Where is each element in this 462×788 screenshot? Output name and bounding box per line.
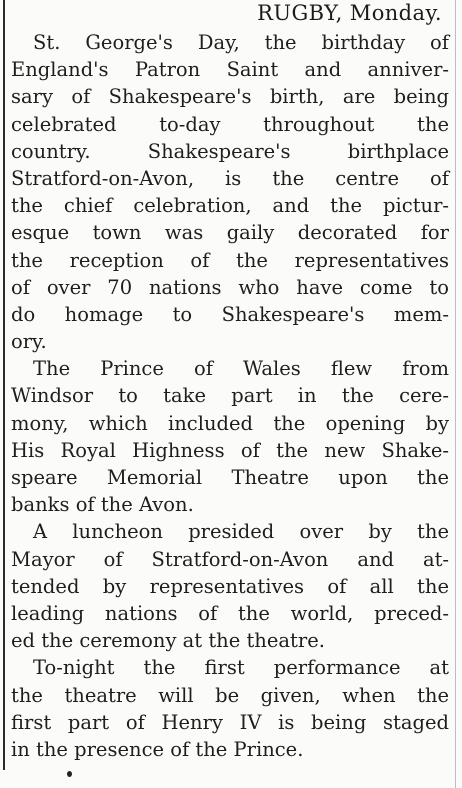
article-body bbox=[11, 29, 449, 763]
text-line: leading nations of the world, preced- bbox=[11, 601, 449, 625]
text-line: Windsor to take part in the cere- bbox=[11, 384, 449, 408]
dateline: RUGBY, Monday. bbox=[257, 1, 442, 25]
text-line: country. Shakespeare's birthplace bbox=[11, 139, 449, 163]
text-line: celebrated to-day throughout the bbox=[11, 112, 449, 136]
text-line: mony, which included the opening by bbox=[11, 411, 449, 435]
text-line: Mayor of Stratford-on-Avon and at- bbox=[11, 547, 449, 571]
text-line: To-night the first performance at bbox=[33, 656, 449, 680]
text-line: first part of Henry IV is being staged bbox=[11, 710, 449, 734]
column-rule-left bbox=[3, 0, 5, 770]
text-line: the theatre will be given, when the bbox=[11, 683, 449, 707]
text-line: A luncheon presided over by the bbox=[33, 520, 449, 544]
text-line: in the presence of the Prince. bbox=[11, 737, 304, 761]
text-line: ed the ceremony at the theatre. bbox=[11, 629, 325, 653]
column-rule-right bbox=[455, 0, 456, 788]
text-line: the chief celebration, and the pictur- bbox=[11, 194, 449, 218]
text-line: His Royal Highness of the new Shake- bbox=[11, 438, 449, 462]
text-line: Stratford-on-Avon, is the centre of bbox=[11, 166, 449, 190]
text-line: tended by representatives of all the bbox=[11, 574, 449, 598]
text-line: of over 70 nations who have come to bbox=[11, 275, 449, 299]
text-line: St. George's Day, the birthday of bbox=[33, 31, 449, 54]
text-line: The Prince of Wales flew from bbox=[33, 357, 449, 381]
text-line: speare Memorial Theatre upon the bbox=[11, 466, 449, 489]
text-line: England's Patron Saint and anniver- bbox=[11, 58, 449, 82]
text-line: esque town was gaily decorated for bbox=[11, 221, 449, 245]
text-line: banks of the Avon. bbox=[11, 493, 194, 517]
text-line: sary of Shakespeare's birth, are being bbox=[11, 85, 449, 109]
text-line: do homage to Shakespeare's mem- bbox=[11, 302, 449, 326]
text-line: the reception of the representatives bbox=[11, 248, 449, 272]
text-line: ory. bbox=[11, 330, 47, 354]
ink-speck bbox=[67, 771, 72, 777]
